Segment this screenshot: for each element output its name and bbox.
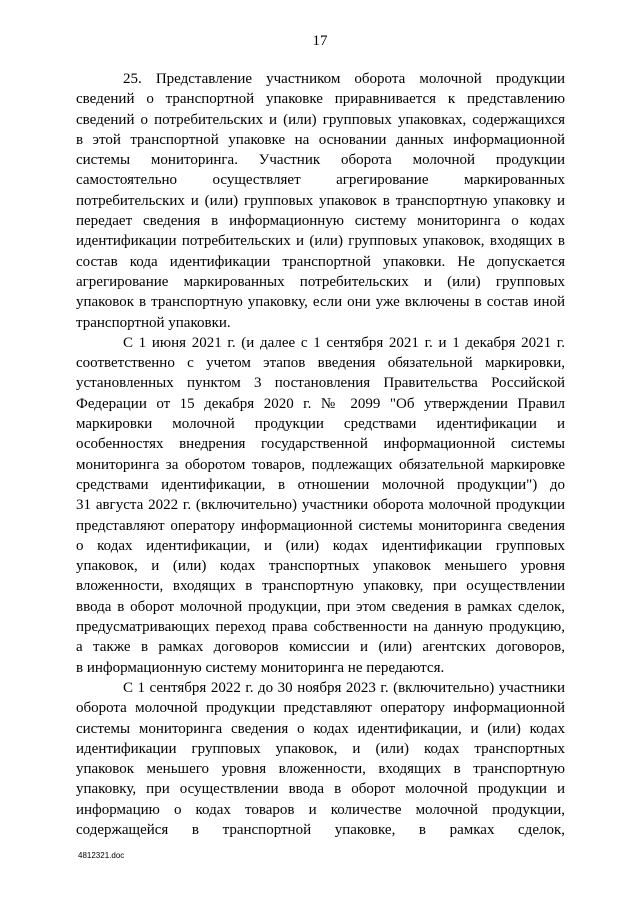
text-line: ввода в оборот молочной продукции, при этом сведения в рамках сделок, [76,598,565,615]
paragraph-25 [76,69,565,333]
paragraph-september-2022 [76,678,565,840]
text-line: идентификации потребительских и (или) групповых упаковок, входящих в [76,233,565,250]
text-line: 31 августа 2022 г. (включительно) участники оборота молочной продукции [76,497,565,514]
text-line: соответственно с учетом этапов введения обязательной маркировки, [76,355,565,372]
text-line: мониторинга за оборотом товаров, подлежащих обязательной маркировке [76,456,565,473]
text-line: вложенности, входящих в транспортную упаковку, при осуществлении [76,578,565,595]
text-line: состав кода идентификации транспортной упаковки. Не допускается [76,253,565,270]
document-filename-footer: 4812321.doc [78,851,125,860]
text-line: оборота молочной продукции представляют оператору информационной [76,700,565,717]
text-line: содержащейся в транспортной упаковке, в рамках сделок, [76,821,565,838]
text-line: в информационную систему мониторинга не передаются. [76,659,445,676]
text-line: Федерации от 15 декабря 2020 г. № 2099 "Об утверждении Правил [76,395,565,412]
page-number: 17 [312,33,328,49]
text-line: особенностях внедрения государственной информационной системы [76,436,565,453]
text-line: С 1 сентября 2022 г. до 30 ноября 2023 г. (включительно) участники [123,679,565,696]
text-line: установленных пунктом 3 постановления Правительства Российской [76,375,565,392]
text-line: упаковок меньшего уровня вложенности, входящих в транспортную [76,761,565,778]
body-text [76,69,565,840]
text-line: упаковку, при осуществлении ввода в оборот молочной продукции и [76,781,565,798]
text-line: средствами идентификации, в отношении молочной продукции") до [76,476,565,493]
text-line: а также в рамках договоров комиссии и (или) агентских договоров, [76,639,565,656]
text-line: самостоятельно осуществляет агрегирование маркированных [76,172,565,189]
text-line: системы мониторинга сведения о кодах идентификации, и (или) кодах [76,720,565,737]
text-line: агрегирование маркированных потребительских и (или) групповых [76,273,565,290]
text-line: упаковок, и (или) кодах транспортных упаковок меньшего уровня [76,558,565,575]
text-line: потребительских и (или) групповых упаковок в транспортную упаковку и [76,192,565,209]
text-line: С 1 июня 2021 г. (и далее с 1 сентября 2021 г. и 1 декабря 2021 г. [123,334,565,351]
text-line: информацию о кодах товаров и количестве молочной продукции, [76,801,565,818]
text-line: сведений о потребительских и (или) групповых упаковках, содержащихся [76,111,565,128]
text-line: о кодах идентификации, и (или) кодах идентификации групповых [76,537,565,554]
text-line: маркировки молочной продукции средствами идентификации и [76,416,565,433]
text-line: в этой транспортной упаковке на основании данных информационной [76,131,565,148]
text-line: упаковок в транспортную упаковку, если они уже включены в состав иной [76,294,565,311]
text-line: транспортной упаковки. [76,314,231,331]
paragraph-june-2021 [76,333,565,678]
text-line: предусматривающих переход права собственности на данную продукцию, [76,619,565,636]
text-line: идентификации групповых упаковок, и (или) кодах транспортных [76,740,565,757]
text-line: 25. Представление участником оборота молочной продукции [123,71,565,87]
text-line: передает сведения в информационную систему мониторинга о кодах [76,213,565,230]
text-line: системы мониторинга. Участник оборота молочной продукции [76,152,565,169]
text-line: представляют оператору информационной системы мониторинга сведения [76,517,565,534]
text-line: сведений о транспортной упаковке приравнивается к представлению [76,91,565,108]
